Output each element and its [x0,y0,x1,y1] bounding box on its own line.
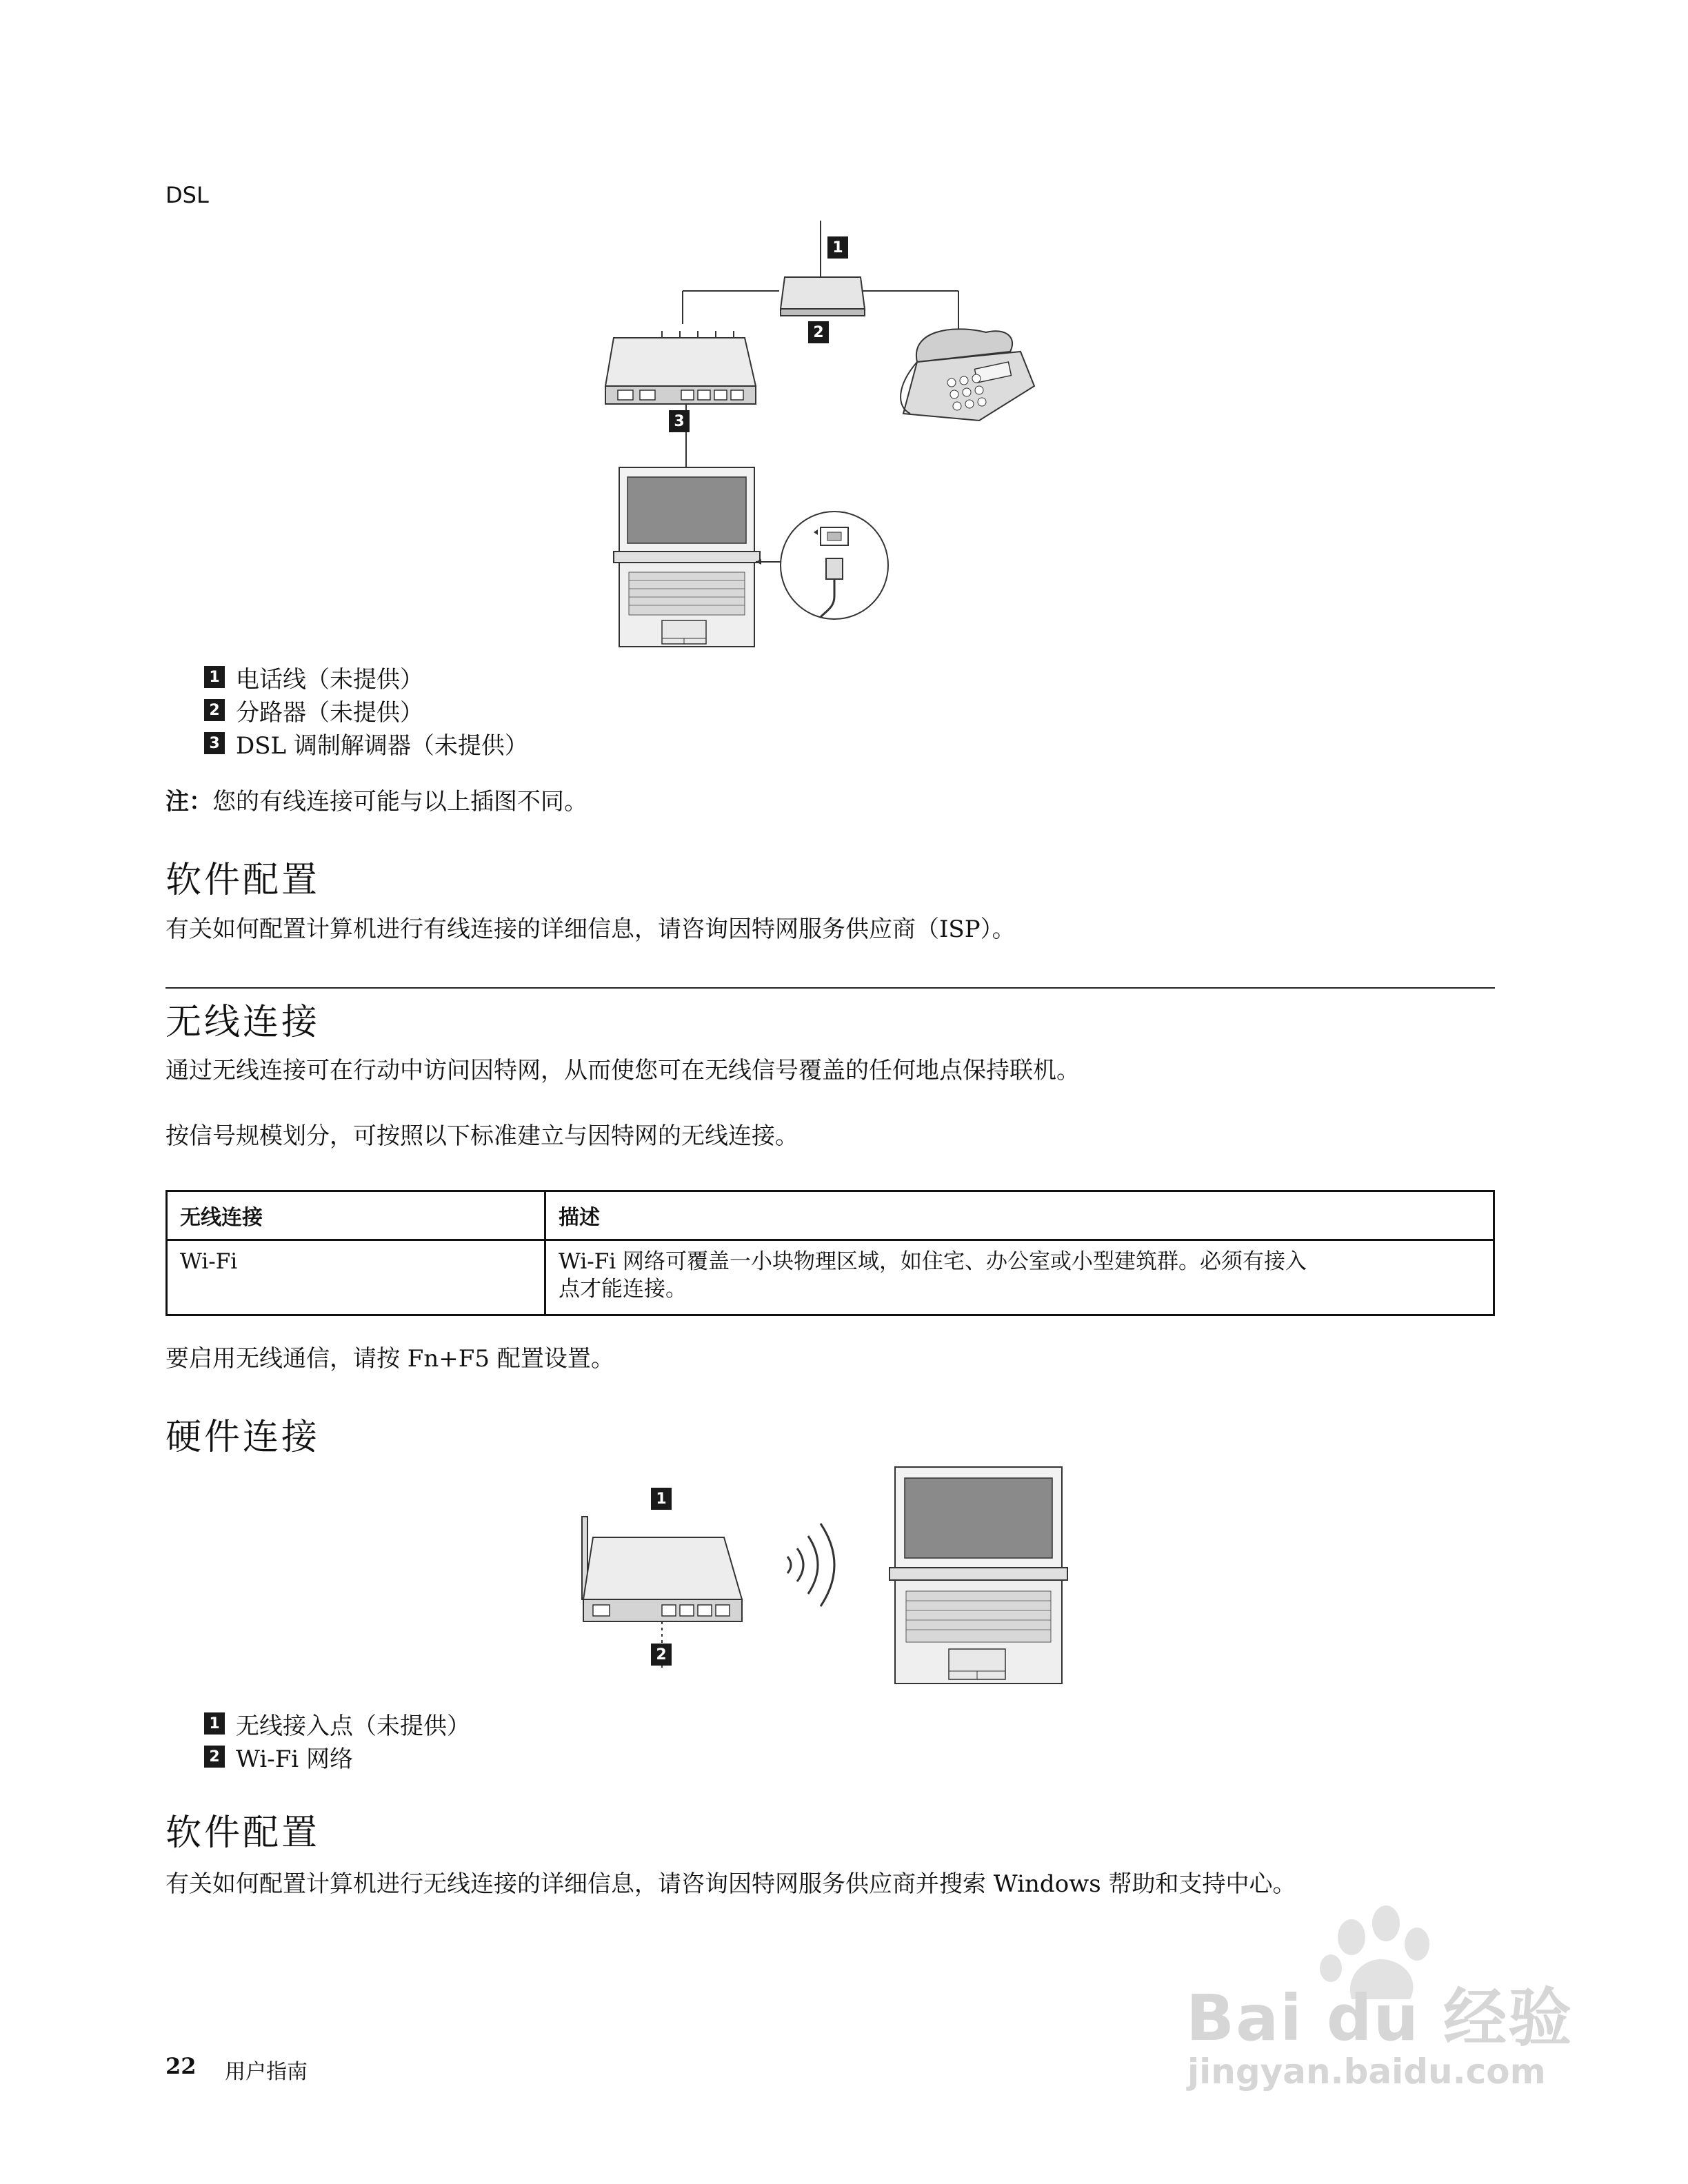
callout-text: 分路器（未提供） [236,698,423,727]
diagram-badge-3: 3 [669,410,690,432]
callout-text: 电话线（未提供） [236,665,423,694]
callout-badge: 2 [204,1746,225,1768]
diagram-badge-1: 1 [827,236,848,259]
section-divider [165,987,1495,989]
watermark-url: jingyan.baidu.com [1187,2052,1546,2092]
callout-badge: 1 [204,1712,225,1735]
heading-software-config: 软件配置 [165,1812,321,1854]
wireless-para-1: 通过无线连接可在行动中访问因特网，从而使您可在无线信号覆盖的任何地点保持联机。 [165,1057,1080,1084]
wireless-para-2: 按信号规模划分，可按照以下标准建立与因特网的无线连接。 [165,1122,798,1150]
diagram-badge-1: 1 [651,1488,672,1510]
dsl-modem-icon [605,331,756,404]
heading-software-config: 软件配置 [165,860,321,901]
heading-wireless-connection: 无线连接 [165,1002,321,1043]
description-line: Wi-Fi 网络可覆盖一小块物理区域，如住宅、办公室或小型建筑群。必须有接入 [559,1249,1307,1274]
watermark-brand: Bai du 经验 [1186,1981,1574,2055]
table-row [167,1240,1494,1315]
note-label: 注： [165,788,212,816]
table-header-description: 描述 [545,1191,1494,1240]
callout-item [204,694,528,727]
callout-text: DSL 调制解调器（未提供） [236,731,528,760]
software-config-text: 有关如何配置计算机进行无线连接的详细信息，请咨询因特网服务供应商并搜索 Windows 帮助和支持中心。 [165,1870,1296,1898]
description-line: 点才能连接。 [559,1277,687,1302]
callout-badge: 2 [204,699,225,721]
callout-item [204,727,528,760]
wireless-connection-diagram [565,1462,1089,1710]
wireless-standards-table [165,1190,1495,1316]
wireless-signal-icon [787,1524,834,1606]
hardware-callout-list [204,1707,470,1773]
dsl-callout-list [204,660,528,760]
callout-text: Wi-Fi 网络 [236,1745,353,1773]
callout-item [204,660,528,694]
section-label-dsl: DSL [165,182,209,208]
table-header-type: 无线连接 [167,1191,545,1240]
software-config-text: 有关如何配置计算机进行有线连接的详细信息，请咨询因特网服务供应商（ISP）。 [165,916,1016,943]
callout-item [204,1707,470,1740]
enable-wireless-text: 要启用无线通信，请按 Fn+F5 配置设置。 [165,1345,614,1373]
callout-badge: 3 [204,732,225,754]
dsl-connection-diagram [593,214,1076,655]
table-header-row [167,1191,1494,1240]
note-text: 您的有线连接可能与以上插图不同。 [212,788,587,816]
page-number: 22 [165,2053,197,2079]
callout-item [204,1740,470,1773]
diagram-badge-2: 2 [651,1644,672,1666]
table-cell-description [545,1240,1494,1315]
laptop-icon [614,467,760,647]
note [165,786,587,818]
callout-text: 无线接入点（未提供） [236,1712,470,1740]
telephone-icon [901,329,1034,421]
callout-badge: 1 [204,666,225,688]
diagram-badge-2: 2 [808,321,829,343]
laptop-icon [890,1467,1067,1684]
footer-title: 用户指南 [225,2060,308,2084]
table-cell-type: Wi-Fi [167,1240,545,1315]
splitter-icon [781,277,865,316]
heading-hardware-connection: 硬件连接 [165,1417,321,1458]
ethernet-port-zoom-icon [756,512,888,619]
